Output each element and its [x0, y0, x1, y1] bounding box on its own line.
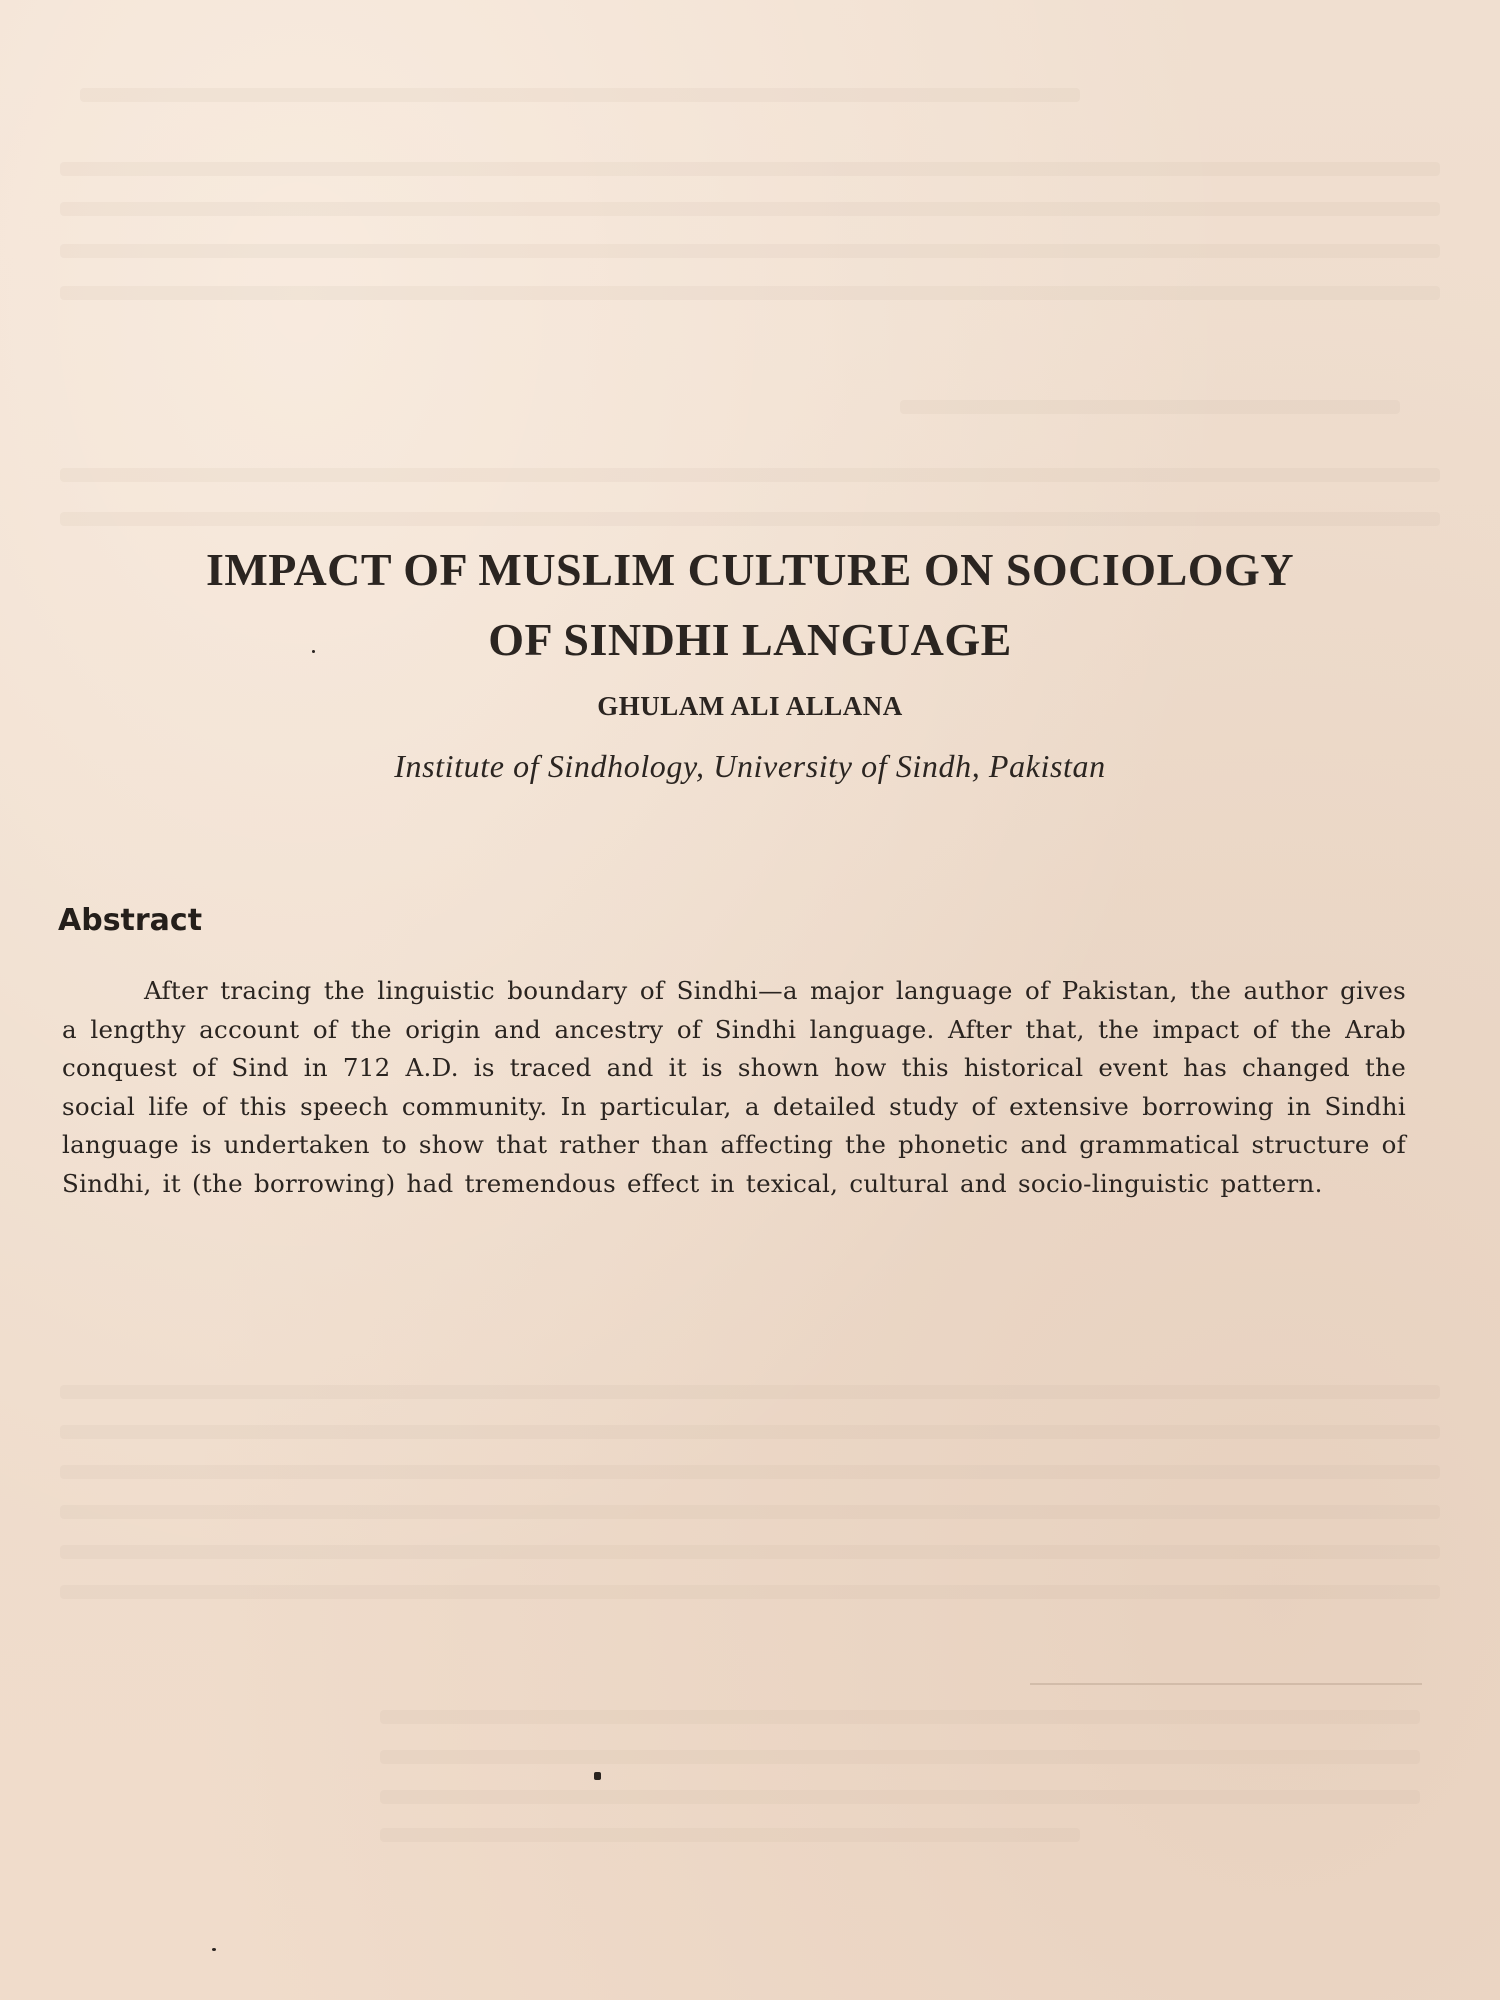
show-through-text	[60, 468, 1440, 482]
paper-title-line-1: IMPACT OF MUSLIM CULTURE ON SOCIOLOGY	[205, 544, 1295, 595]
show-through-text	[60, 1385, 1440, 1399]
show-through-text	[380, 1790, 1420, 1804]
show-through-text	[80, 88, 1080, 102]
show-through-text	[900, 400, 1400, 414]
author-affiliation: Institute of Sindhology, University of Sindh, Pakistan	[394, 748, 1106, 784]
show-through-text	[60, 1505, 1440, 1519]
show-through-text	[60, 202, 1440, 216]
show-through-text	[60, 512, 1440, 526]
show-through-text	[380, 1750, 1420, 1764]
ink-speck	[212, 1948, 216, 1951]
show-through-text	[60, 244, 1440, 258]
author-name: GHULAM ALI ALLANA	[597, 691, 903, 721]
ink-speck	[312, 650, 315, 653]
abstract-heading: Abstract	[58, 903, 203, 938]
show-through-text	[60, 1545, 1440, 1559]
show-through-text	[380, 1828, 1080, 1842]
title-block	[0, 535, 1500, 785]
show-through-text	[60, 1465, 1440, 1479]
show-through-text	[380, 1710, 1420, 1724]
show-through-footnote-rule	[1030, 1683, 1422, 1685]
ink-speck	[594, 1772, 601, 1780]
show-through-text	[60, 286, 1440, 300]
show-through-text	[60, 1425, 1440, 1439]
show-through-text	[60, 162, 1440, 176]
show-through-text	[60, 1585, 1440, 1599]
abstract-text: After tracing the linguistic boundary of Sindhi—a major language of Pakistan, the author gives a lengthy account of the origin and ancestry of Sindhi language. After that, the impact of the Arab conquest of Sind in 712 A.D. is traced and it is shown how this historical event has changed the social life of this speech community. In particular, a detailed study of extensive borrowing in Sindhi language is undertaken to show that rather than affecting the phonetic and grammatical structure of Sindhi, it (the borrowing) had tremendous effect in texical, cultural and socio-linguistic pattern.	[62, 976, 1406, 1198]
paper-title-line-2: OF SINDHI LANGUAGE	[488, 614, 1012, 665]
